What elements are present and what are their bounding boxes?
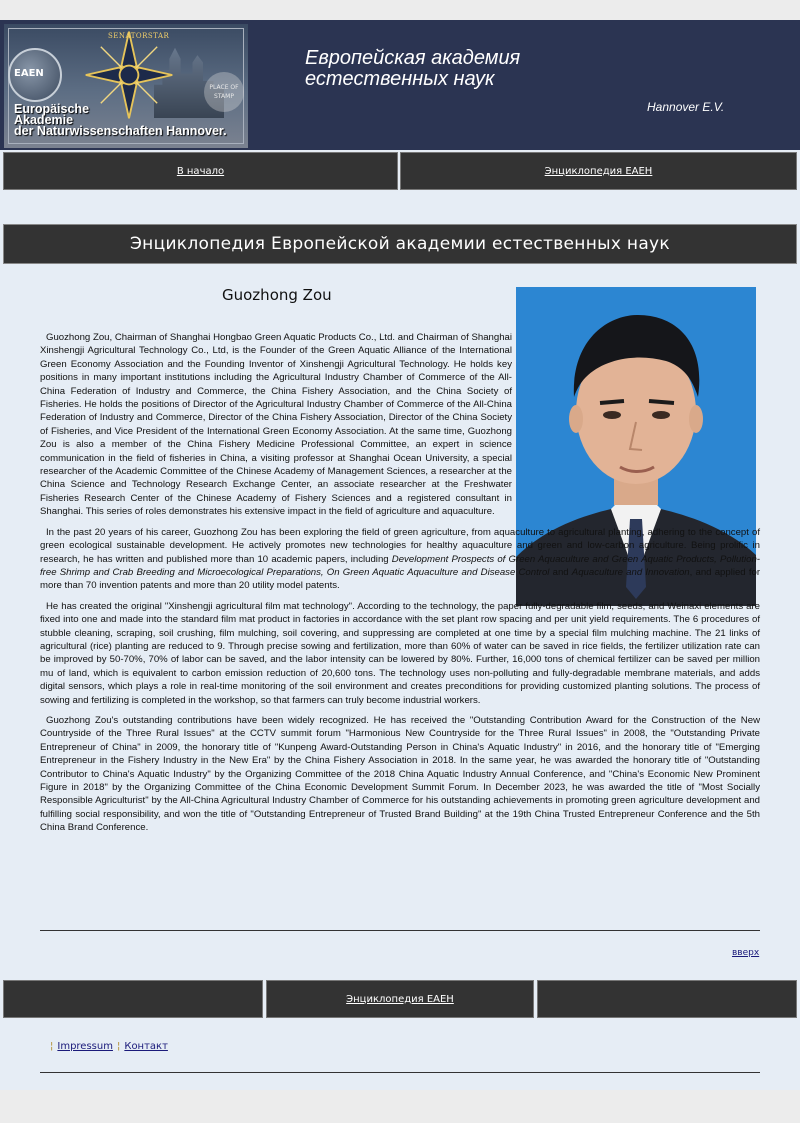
logo-line-1: Europäische (14, 102, 90, 116)
article-body (40, 331, 760, 835)
logo-line-3: der Naturwissenschaften Hannover. (14, 124, 227, 138)
logo-top-label: SENATORSTAR (108, 32, 170, 40)
logo-line-2: Akademie (14, 113, 74, 127)
bio-p2-start: In the past 20 years of his career, Guozhong Zou has been exploring the field of green agriculture, from aquaculture to agricultural planting, adhering to the concept of green ecological sustainable development. He actively promotes new technologies for healthy aquaculture and green and low-carbon agriculture. Being prolific in research, he has written and published more than 10 academic papers, including (40, 526, 760, 565)
footer-bar-center (266, 980, 534, 1018)
nav-home (3, 152, 398, 190)
nav-encyclopedia (400, 152, 797, 190)
encyclopedia-banner: Энциклопедия Европейской академии естественных наук (3, 224, 797, 264)
back-to-top-link[interactable]: вверх (732, 948, 760, 958)
site-title-line-2: естественных наук (305, 68, 495, 90)
footer-links (46, 1041, 168, 1052)
impressum-link[interactable]: Impressum (57, 1041, 113, 1052)
site-title (305, 48, 520, 90)
bio-p2-title-2: Aquaculture and Innovation (571, 566, 690, 578)
bio-paragraph-3: He has created the original "Xinshengji agricultural film mat technology". According to the technology, the paper fully-degradable film, seeds, and Weinaxi elements are fixed into one and made into the standard film mat product in factories in accordance with the set plant row spacing and per unit yield requirements. The 6 procedures of stubble cleaning, scraping, soil crushing, film mulching, soil covering, and suppressing are completed at one time by a special film mulching machine. The 21 links of agricultural (rice) planting are reduced to 9. Through precise sowing and fertilization, more than 60% of water can be saved in rice fields, the fertilizer utilization rate can be improved by 50-70%, 70% of labor can be saved, and the labor intensity can be lowered by 80%. Further, 16,000 tons of chemical fertilizer can be saved per million mu of land, which is equivalent to carbon emission reduction of 20,600 tons. The technology uses non-polluting and fully-degradable membrane materials, and adds digital sensors, which plays a role in real-time monitoring of the soil environment and creates preconditions for providing customized planting solutions. The process of sowing and fertilizing is completed in the workshop, so that farmers can truly become industrial workers. (40, 600, 760, 706)
logo-abbreviation: EAEN (14, 68, 44, 79)
page (0, 20, 800, 1090)
site-title-line-1: Европейская академия (305, 47, 521, 69)
nav-home-link[interactable]: В начало (176, 165, 225, 177)
bio-paragraph-4: Guozhong Zou's outstanding contributions have been widely recognized. He has received the "Outstanding Contribution Award for the Construction of the New Countryside of the Three Rural Issues" at the CCTV summit forum "Harmonious New Countryside for the Three Rural Issues" in 2008, the "Outstanding Private Entrepreneur of China" in 2009, the honorary title of "Kunpeng Award-Outstanding Person in China's Aquatic Industry" in 2016, and the honorary title of "Emerging Entrepreneur in the Fishery Industry in the New Era" by the China Fishery Association in 2018. In the same year, he was awarded the honorary title of "Outstanding Contributor to China's Aquatic Industry" by the Organizing Committee of the 2018 China Aquatic Industry Annual Conference, and "China's Economic New Prominent Figure in 2018" by the Organizing Committee of the China Economic Development Summit Forum. In December 2023, he was awarded the title of "Most Socially Responsible Agriculturist" by the All-China Agricultural Industry Chamber of Commerce for his outstanding achievements in promoting green agriculture development and fulfilling social responsibility, and won the title of "Outstanding Entrepreneur of Trusted Brand Building" at the 19th China Trusted Entrepreneur Conference and the 5th China Brand Conference. (40, 714, 760, 834)
bio-p2-end: , and applied for more than 70 invention patents and more than 20 utility model patents. (40, 566, 761, 592)
bio-p2-titles: Development Prospects of Green Aquaculture and Green Aquatic Products, Pollution-free Shrimp and Crab Breeding and Microecological Preparations, On Green Aquatic Aquaculture and Disease Control (40, 553, 760, 578)
academy-logo[interactable] (4, 24, 248, 148)
contact-link[interactable]: Контакт (124, 1041, 168, 1052)
link-separator: ¦ (50, 1041, 54, 1052)
bio-paragraph-2 (40, 526, 760, 593)
divider-line (40, 930, 760, 931)
site-header (0, 20, 800, 150)
bio-paragraph-1: Guozhong Zou, Chairman of Shanghai Hongbao Green Aquatic Products Co., Ltd. and Chairman of Shanghai Xinshengji Agricultural Technology Co., Ltd, is the Founder of the Green Aquatic Alliance of the International Green Economy Association and the Founding Inventor of Xinshengji Agricultural Technology. He holds key positions in many important institutions including the Agricultural Industry Chamber of Commerce of the All-China Federation of Industry and Commerce, the China Fishery Association, and the China Society of Fisheries. He holds the positions of Director of the Agricultural Industry Chamber of Commerce of the All-China Federation of Industry and Commerce, Director of the China Fishery Association, Director of the China Society of Fisheries, and Vice President of the International Green Economy Association. At the same time, Guozhong Zou is also a member of the China Fishery Medicine Professional Committee, an expert in science communication in the field of fisheries in China, a visiting professor at Shanghai Ocean University, a special researcher of the Academic Committee of the Chinese Academy of Management Sciences, a researcher at the China Science and Technology Research Exchange Center, an associate researcher at the Freshwater Fisheries Research Center of the Chinese Academy of Fishery Sciences and a registered consultant in Shanghai. This series of roles demonstrates his extensive impact in the field of agriculture and aquaculture. (40, 332, 512, 518)
link-separator: ¦ (116, 1041, 121, 1052)
nav-encyclopedia-link[interactable]: Энциклопедия ЕАЕН (544, 165, 653, 177)
footer-encyclopedia-link[interactable]: Энциклопедия ЕАЕН (346, 993, 454, 1005)
footer-bar-right (537, 980, 797, 1018)
person-name: Guozhong Zou (222, 286, 332, 304)
site-subtitle: Hannover E.V. (647, 100, 725, 114)
footer-divider-line (40, 1072, 760, 1073)
bio-p2-and: and (549, 566, 572, 578)
logo-text (14, 104, 227, 137)
stamp-placeholder: PLACE OF STAMP (204, 72, 244, 112)
footer-bar-left (3, 980, 263, 1018)
